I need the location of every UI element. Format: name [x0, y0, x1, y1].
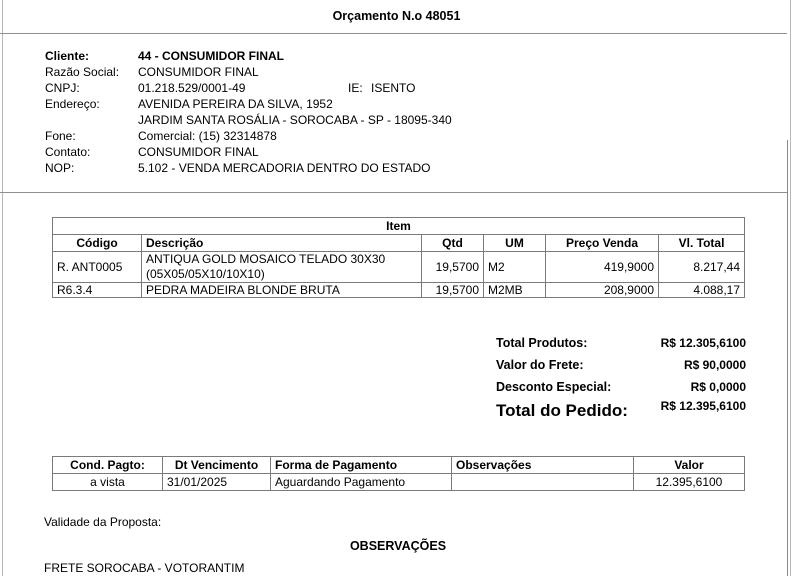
col-preco: Preço Venda: [546, 235, 659, 252]
contato-label: Contato:: [45, 145, 91, 159]
ie-value: ISENTO: [371, 81, 416, 95]
col-dt-vencimento: Dt Vencimento: [163, 457, 271, 474]
fone-label: Fone:: [45, 129, 76, 143]
item-qtd: 19,5700: [422, 283, 484, 298]
desconto-label: Desconto Especial:: [496, 380, 612, 394]
table-row: [53, 474, 745, 491]
fone-value: Comercial: (15) 32314878: [138, 129, 277, 143]
pay-forma: Aguardando Pagamento: [271, 474, 452, 491]
desconto-value: R$ 0,0000: [690, 380, 746, 394]
razao-label: Razão Social:: [45, 65, 120, 79]
total-produtos-row: [496, 335, 746, 357]
col-observacoes: Observações: [452, 457, 634, 474]
item-qtd: 19,5700: [422, 252, 484, 283]
col-codigo: Código: [53, 235, 142, 252]
client-divider: [0, 192, 787, 193]
table-row: [53, 283, 745, 298]
contato-value: CONSUMIDOR FINAL: [138, 145, 259, 159]
validade-label: Validade da Proposta:: [44, 515, 162, 529]
cliente-label: Cliente:: [45, 49, 90, 63]
payment-header-row: [53, 457, 745, 474]
col-um: UM: [484, 235, 546, 252]
item-codigo: R. ANT0005: [53, 252, 142, 283]
valor-frete-label: Valor do Frete:: [496, 358, 584, 372]
totals-block: [496, 335, 746, 427]
cnpj-label: CNPJ:: [45, 81, 80, 95]
col-cond-pagto: Cond. Pagto:: [53, 457, 163, 474]
pay-obs: [452, 474, 634, 491]
observacoes-title: OBSERVAÇÕES: [349, 539, 447, 553]
item-preco: 208,9000: [546, 283, 659, 298]
col-qtd: Qtd: [422, 235, 484, 252]
col-forma-pagamento: Forma de Pagamento: [271, 457, 452, 474]
pay-valor: 12.395,6100: [634, 474, 745, 491]
table-row: [53, 252, 745, 283]
total-produtos-label: Total Produtos:: [496, 336, 588, 350]
valor-frete-value: R$ 90,0000: [683, 358, 746, 372]
nop-label: NOP:: [45, 161, 75, 175]
endereco-line1: AVENIDA PEREIRA DA SILVA, 1952: [138, 97, 333, 111]
col-valor: Valor: [634, 457, 745, 474]
col-descricao: Descrição: [142, 235, 422, 252]
pay-venc: 31/01/2025: [163, 474, 271, 491]
items-header-row: [53, 235, 745, 252]
header-divider: [0, 33, 787, 34]
item-descricao: PEDRA MADEIRA BLONDE BRUTA: [142, 283, 422, 298]
endereco-line2: JARDIM SANTA ROSÁLIA - SOROCABA - SP - 18095-340: [138, 113, 452, 127]
total-produtos-value: R$ 12.305,6100: [660, 336, 746, 350]
pay-cond: a vista: [53, 474, 163, 491]
total-pedido-label: Total do Pedido:: [496, 401, 628, 420]
item-codigo: R6.3.4: [53, 283, 142, 298]
document-title: Orçamento N.o 48051: [332, 9, 461, 23]
total-pedido-value: R$ 12.395,6100: [660, 399, 746, 413]
payment-table: [52, 456, 745, 491]
items-section-row: [53, 218, 745, 235]
item-total: 8.217,44: [659, 252, 745, 283]
item-preco: 419,9000: [546, 252, 659, 283]
item-descricao: ANTIQUA GOLD MOSAICO TELADO 30X30 (05X05/05X10/10X10): [142, 252, 422, 283]
cliente-value: 44 - CONSUMIDOR FINAL: [138, 49, 285, 63]
razao-value: CONSUMIDOR FINAL: [138, 65, 259, 79]
item-total: 4.088,17: [659, 283, 745, 298]
scrollbar-edge: [787, 140, 788, 576]
observacoes-text: FRETE SOROCABA - VOTORANTIM: [44, 561, 245, 575]
item-um: M2MB: [484, 283, 546, 298]
items-table: [52, 217, 745, 298]
cnpj-value: 01.218.529/0001-49: [138, 81, 246, 95]
nop-value: 5.102 - VENDA MERCADORIA DENTRO DO ESTADO: [138, 161, 431, 175]
col-total: Vl. Total: [659, 235, 745, 252]
endereco-label: Endereço:: [45, 97, 100, 111]
valor-frete-row: [496, 357, 746, 379]
item-um: M2: [484, 252, 546, 283]
ie-label: IE:: [348, 81, 363, 95]
items-section-label: Item: [53, 218, 745, 235]
total-pedido-row: [496, 401, 746, 427]
